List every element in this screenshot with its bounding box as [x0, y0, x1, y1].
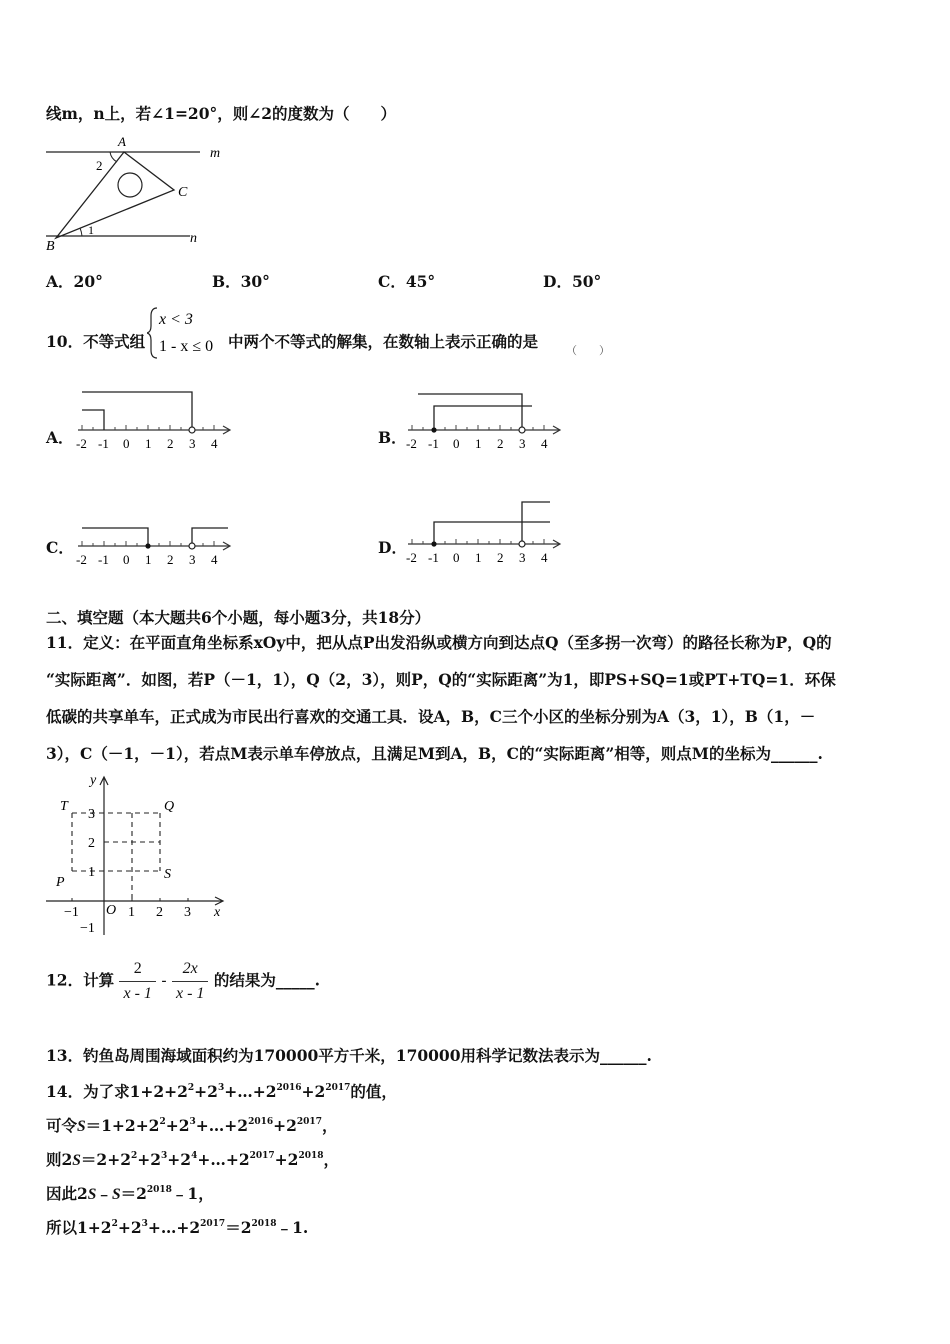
q9-option-c: C．45°	[378, 272, 436, 291]
q10-option-a-numberline	[74, 388, 239, 456]
q12-minus: -	[161, 971, 167, 990]
tick-label: -1	[98, 552, 109, 567]
open-point	[519, 541, 525, 547]
tick-label: 0	[453, 550, 460, 565]
section-title: 二、填空题（本大题共6个小题，每小题3分，共18分）	[46, 608, 431, 627]
tick-label: -2	[406, 550, 417, 565]
q10-option-c: C．	[46, 538, 74, 557]
q13: 13．钓鱼岛周围海域面积约为170000平方千米，170000用科学记数法表示为______.	[46, 1046, 652, 1065]
tick-label: -1	[98, 436, 109, 451]
y-tick-label: 3	[88, 807, 95, 822]
tick-label: 3	[189, 552, 196, 567]
numberline-axis	[408, 425, 560, 434]
tick-label: 1	[475, 550, 482, 565]
open-point	[519, 427, 525, 433]
q9-option-a: A．20°	[46, 272, 103, 291]
q10-option-b-numberline	[404, 388, 569, 456]
q14-line-1: 14．为了求$1+2+2^2+2^3+\dots+2^{2016}+2^{2017}$的值，	[46, 1082, 397, 1101]
label-C: C	[178, 185, 188, 200]
numberline-axis	[78, 541, 230, 550]
tick-label: -2	[406, 436, 417, 451]
fraction-numerator: 2	[119, 960, 155, 982]
tick-label: -2	[76, 436, 87, 451]
q9-option-d: D．50°	[543, 272, 602, 291]
angle2-arc	[110, 152, 117, 162]
label-angle1: 1	[88, 223, 94, 237]
tick-label: 0	[453, 436, 460, 451]
open-point	[189, 543, 195, 549]
solid-point	[431, 427, 436, 432]
q14-line-5: 所以$1+2^2+2^3+\dots+2^{2017}=2^{2018}﹣1$.	[46, 1218, 309, 1237]
label-angle2: 2	[96, 158, 103, 173]
q11-line-4: 3），C（－1，－1），若点M表示单车停放点，且满足M到A，B，C的“实际距离”相等，则点M的坐标为______.	[46, 744, 823, 763]
q12-fraction-1	[119, 960, 155, 1003]
q12-prefix: 12．计算	[46, 970, 115, 990]
q9-stem: 线m，n上，若∠1=20°，则∠2的度数为（ ）	[46, 104, 397, 123]
solution-ray-2	[192, 528, 228, 546]
tick-label: 2	[497, 550, 504, 565]
q10-system-brace	[147, 306, 227, 360]
solution-ray-1	[434, 522, 550, 544]
solution-ray-2	[522, 502, 550, 544]
y-tick-label: 2	[88, 836, 95, 851]
label-B: B	[46, 239, 55, 254]
triangle-ruler	[56, 152, 174, 238]
tick-label: 2	[497, 436, 504, 451]
point-S-label: S	[164, 867, 171, 882]
tick-label: 0	[123, 552, 130, 567]
q11-coordinate-graph	[44, 770, 234, 946]
label-m: m	[210, 146, 221, 161]
point-T-label: T	[60, 799, 68, 814]
tick-label: 1	[145, 552, 152, 567]
q10-stem: 中两个不等式的解集，在数轴上表示正确的是	[228, 332, 539, 351]
point-Q-label: Q	[164, 799, 175, 814]
tick-label: 4	[541, 436, 548, 451]
tick-label: -2	[76, 552, 87, 567]
q14-line-4: 因此$2S﹣S=2^{2018}﹣1$，	[46, 1184, 214, 1203]
q10-ineq-2: 1 - x ≤ 0	[159, 338, 214, 355]
q14-line-2: 可令$S=1+2+2^2+2^3+\dots+2^{2016}+2^{2017}$，	[46, 1116, 338, 1135]
fraction-denominator: x - 1	[123, 985, 152, 1002]
point-P-label: P	[56, 875, 65, 890]
q9-option-b: B．30°	[212, 272, 270, 291]
q14-line-3: 则$2S=2+2^2+2^3+2^4+\dots+2^{2017}+2^{2018}$，	[46, 1150, 340, 1169]
grid-dashed-lines	[72, 813, 160, 901]
origin-label: O	[106, 903, 117, 918]
tick-label: 2	[167, 552, 174, 567]
tick-label: 3	[189, 436, 196, 451]
numberline-axis	[408, 539, 560, 548]
tick-label: 2	[167, 436, 174, 451]
y-tick-label: −1	[80, 921, 95, 936]
q11-line-1: 11．定义：在平面直角坐标系xOy中，把从点P出发沿纵或横方向到达点Q（至多拐一次弯）的路径长称为P，Q的	[46, 633, 832, 652]
tick-label: 0	[123, 436, 130, 451]
tick-label: 3	[519, 436, 526, 451]
q10-option-a: A．	[46, 428, 74, 447]
tick-label: 1	[145, 436, 152, 451]
numberline-axis	[78, 425, 230, 434]
solid-point	[431, 541, 436, 546]
tick-label: 3	[519, 550, 526, 565]
label-A: A	[118, 134, 126, 149]
tick-label: 4	[211, 436, 218, 451]
fraction-denominator: x - 1	[175, 985, 205, 1002]
q12-suffix: 的结果为_____.	[213, 970, 320, 990]
tick-label: 4	[541, 550, 548, 565]
q10-option-c-numberline	[74, 514, 239, 572]
q10-option-d: D．	[378, 538, 407, 557]
solution-ray-2	[82, 392, 192, 430]
q10-option-b: B．	[378, 428, 407, 447]
y-tick-label: 1	[88, 865, 95, 880]
tick-label: 1	[475, 436, 482, 451]
tick-label: 4	[211, 552, 218, 567]
q11-line-2: “实际距离”．如图，若P（－1，1），Q（2，3），则P，Q的“实际距离”为1，即PS+SQ=1或PT+TQ=1．环保	[46, 670, 836, 689]
x-tick-label: 2	[156, 905, 163, 920]
tick-label: -1	[428, 436, 439, 451]
fraction-numerator: 2x	[172, 960, 208, 982]
tick-label: -1	[428, 550, 439, 565]
solid-point	[145, 543, 150, 548]
open-point	[189, 427, 195, 433]
x-axis-label: x	[214, 905, 221, 920]
q10-number: 10．不等式组	[46, 332, 146, 351]
q12	[46, 960, 320, 1003]
q12-fraction-2	[172, 960, 208, 1003]
label-n: n	[190, 231, 197, 246]
q9-figure	[44, 130, 234, 255]
solution-ray-1	[434, 406, 532, 430]
q10-option-d-numberline	[404, 496, 569, 568]
triangle-hole	[118, 173, 142, 197]
angle1-arc	[80, 228, 82, 236]
q10-ineq-1: x < 3	[159, 311, 193, 328]
x-tick-label: 3	[184, 905, 191, 920]
y-axis-label: y	[90, 773, 97, 788]
q11-line-3: 低碳的共享单车，正式成为市民出行喜欢的交通工具．设A，B，C三个小区的坐标分别为A（3，1），B（1，－	[46, 707, 816, 726]
x-tick-label: −1	[64, 905, 79, 920]
q10-answer-paren: （ ）	[566, 344, 610, 357]
x-tick-label: 1	[128, 905, 135, 920]
